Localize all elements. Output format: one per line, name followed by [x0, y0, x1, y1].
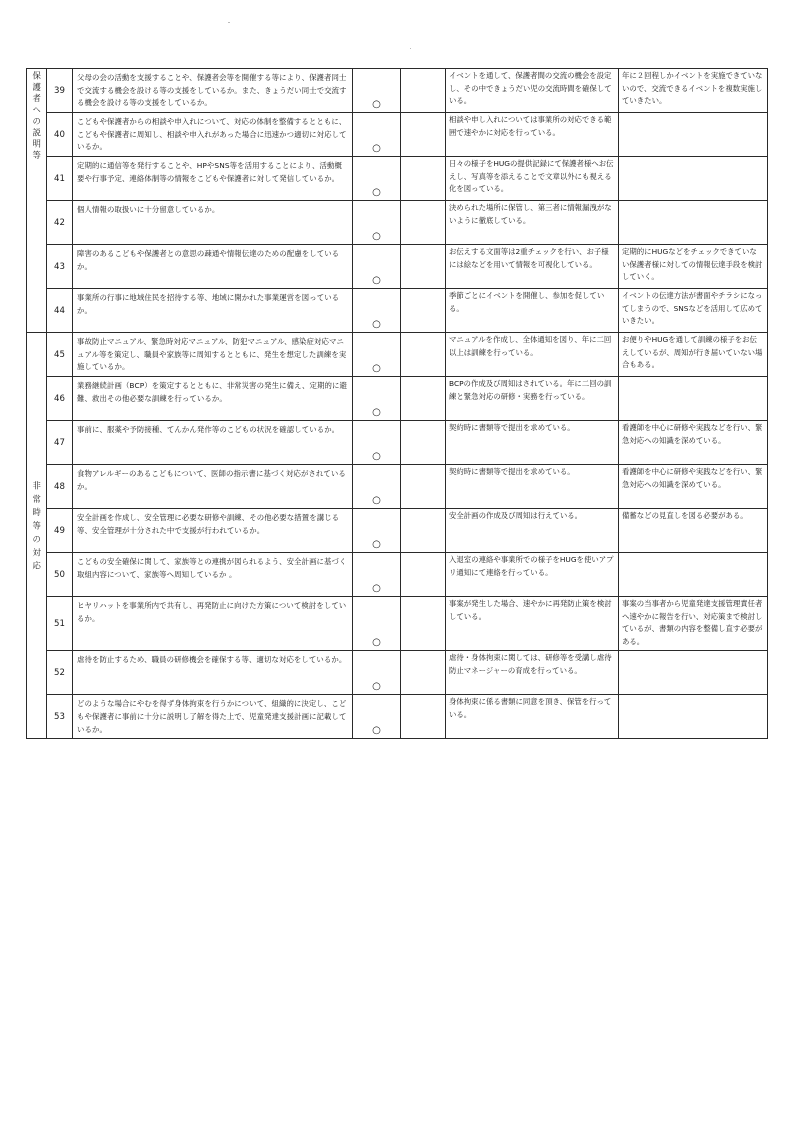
improvement-text — [619, 695, 768, 739]
yes-mark: ○ — [353, 421, 401, 465]
blank-cell — [401, 333, 446, 377]
improvement-text: 看護師を中心に研修や実践などを行い、緊急対応への知識を深めている。 — [619, 421, 768, 465]
improvement-text — [619, 201, 768, 245]
row-number: 44 — [47, 289, 73, 333]
improvement-text — [619, 553, 768, 597]
yes-mark: ○ — [353, 553, 401, 597]
scan-speck — [228, 22, 230, 23]
row-number: 43 — [47, 245, 73, 289]
blank-cell — [401, 553, 446, 597]
item-text: 業務継続計画（BCP）を策定するとともに、非常災害の発生に備え、定期的に避難、救出その他必要な訓練を行っているか。 — [73, 377, 353, 421]
row-number: 40 — [47, 113, 73, 157]
table-row — [27, 289, 768, 333]
yes-mark: ○ — [353, 113, 401, 157]
item-text: 虐待を防止するため、職員の研修機会を確保する等、適切な対応をしているか。 — [73, 651, 353, 695]
improvement-text: 年に２回程しかイベントを実施できていないので、交流できるイベントを複数実施していきたい。 — [619, 69, 768, 113]
table-row — [27, 69, 768, 113]
status-text: 契約時に書類等で提出を求めている。 — [446, 421, 619, 465]
evaluation-sheet — [26, 68, 767, 739]
row-number: 41 — [47, 157, 73, 201]
row-number: 48 — [47, 465, 73, 509]
status-text: 相談や申し入れについては事業所の対応できる範囲で速やかに対応を行っている。 — [446, 113, 619, 157]
blank-cell — [401, 201, 446, 245]
blank-cell — [401, 377, 446, 421]
table-row — [27, 421, 768, 465]
improvement-text: お便りやHUGを通して訓練の様子をお伝えしているが、周知が行き届いていない場合もある。 — [619, 333, 768, 377]
blank-cell — [401, 509, 446, 553]
status-text: お伝えする文面等は2重チェックを行い、お子様には絵などを用いて情報を可視化している。 — [446, 245, 619, 289]
table-row — [27, 465, 768, 509]
improvement-text: 事案の当事者から児童発達支援管理責任者へ速やかに報告を行い、対応策まで検討しているが、書類の内容を整備し直す必要がある。 — [619, 597, 768, 651]
yes-mark: ○ — [353, 377, 401, 421]
table-row — [27, 245, 768, 289]
status-text: 契約時に書類等で提出を求めている。 — [446, 465, 619, 509]
table-row — [27, 333, 768, 377]
improvement-text — [619, 651, 768, 695]
row-number: 50 — [47, 553, 73, 597]
improvement-text — [619, 377, 768, 421]
table-row — [27, 377, 768, 421]
status-text: マニュアルを作成し、全体通知を図り、年に二回以上は訓練を行っている。 — [446, 333, 619, 377]
improvement-text — [619, 113, 768, 157]
yes-mark: ○ — [353, 651, 401, 695]
blank-cell — [401, 157, 446, 201]
blank-cell — [401, 289, 446, 333]
row-number: 45 — [47, 333, 73, 377]
blank-cell — [401, 465, 446, 509]
row-number: 46 — [47, 377, 73, 421]
table-row — [27, 651, 768, 695]
yes-mark: ○ — [353, 597, 401, 651]
scan-speck — [410, 48, 411, 49]
improvement-text: 定期的にHUGなどをチェックできていない保護者様に対しての情報伝達手段を検討していく。 — [619, 245, 768, 289]
item-text: 食物アレルギーのあるこどもについて、医師の指示書に基づく対応がされているか。 — [73, 465, 353, 509]
category-emergency — [27, 333, 47, 739]
yes-mark: ○ — [353, 289, 401, 333]
improvement-text — [619, 157, 768, 201]
blank-cell — [401, 113, 446, 157]
yes-mark: ○ — [353, 465, 401, 509]
yes-mark: ○ — [353, 201, 401, 245]
item-text: ヒヤリハットを事業所内で共有し、再発防止に向けた方策について検討をしているか。 — [73, 597, 353, 651]
status-text: 身体拘束に係る書類に同意を頂き、保管を行っている。 — [446, 695, 619, 739]
row-number: 39 — [47, 69, 73, 113]
row-number: 51 — [47, 597, 73, 651]
category-guardian-explanation — [27, 69, 47, 333]
table-row — [27, 157, 768, 201]
blank-cell — [401, 245, 446, 289]
yes-mark: ○ — [353, 509, 401, 553]
row-number: 47 — [47, 421, 73, 465]
status-text: 決められた場所に保管し、第三者に情報漏洩がないように徹底している。 — [446, 201, 619, 245]
status-text: 入退室の連絡や事業所での様子をHUGを使いアプリ通知にて連絡を行っている。 — [446, 553, 619, 597]
yes-mark: ○ — [353, 157, 401, 201]
status-text: イベントを通して、保護者間の交流の機会を設定し、その中できょうだい児の交流時間を確保している。 — [446, 69, 619, 113]
yes-mark: ○ — [353, 69, 401, 113]
item-text: どのような場合にやむを得ず身体拘束を行うかについて、組織的に決定し、こどもや保護者に事前に十分に説明し了解を得た上で、児童発達支援計画に記載しているか。 — [73, 695, 353, 739]
item-text: こどもの安全確保に関して、家族等との連携が図られるよう、安全計画に基づく取組内容について、家族等へ周知しているか 。 — [73, 553, 353, 597]
yes-mark: ○ — [353, 245, 401, 289]
item-text: 安全計画を作成し、安全管理に必要な研修や訓練、その他必要な措置を講じる等、安全管理が十分された中で支援が行われているか。 — [73, 509, 353, 553]
table-row — [27, 597, 768, 651]
status-text: 季節ごとにイベントを開催し、参加を促している。 — [446, 289, 619, 333]
improvement-text: 看護師を中心に研修や実践などを行い、緊急対応への知識を深めている。 — [619, 465, 768, 509]
table-row — [27, 695, 768, 739]
blank-cell — [401, 651, 446, 695]
improvement-text: 備蓄などの見直しを図る必要がある。 — [619, 509, 768, 553]
blank-cell — [401, 597, 446, 651]
status-text: BCPの作成及び周知はされている。年に二回の訓練と緊急対応の研修・実務を行っている。 — [446, 377, 619, 421]
table-row — [27, 113, 768, 157]
category-label: 保護者への説明等 — [31, 71, 42, 163]
blank-cell — [401, 695, 446, 739]
item-text: 個人情報の取扱いに十分留意しているか。 — [73, 201, 353, 245]
improvement-text: イベントの伝達方法が書面やチラシになってしまうので、SNSなどを活用して広めていきたい。 — [619, 289, 768, 333]
item-text: 定期的に通信等を発行することや、HPやSNS等を活用することにより、活動概要や行事予定、連絡体制等の情報をこどもや保護者に対して発信しているか。 — [73, 157, 353, 201]
item-text: 事故防止マニュアル、緊急時対応マニュアル、防犯マニュアル、感染症対応マニュアル等を策定し、職員や家族等に周知するとともに、発生を想定した訓練を実施しているか。 — [73, 333, 353, 377]
status-text: 安全計画の作成及び周知は行えている。 — [446, 509, 619, 553]
item-text: 障害のあるこどもや保護者との意思の疎通や情報伝達のための配慮をしているか。 — [73, 245, 353, 289]
item-text: 事前に、服薬や予防接種、てんかん発作等のこどもの状況を確認しているか。 — [73, 421, 353, 465]
table-row — [27, 509, 768, 553]
row-number: 42 — [47, 201, 73, 245]
status-text: 日々の様子をHUGの提供記録にて保護者様へお伝えし、写真等を添えることで文章以外にも視える化を図っている。 — [446, 157, 619, 201]
item-text: こどもや保護者からの相談や申入れについて、対応の体制を整備するとともに、こどもや保護者に周知し、相談や申入れがあった場合に迅速かつ適切に対応しているか。 — [73, 113, 353, 157]
item-text: 事業所の行事に地域住民を招待する等、地域に開かれた事業運営を図っているか。 — [73, 289, 353, 333]
self-evaluation-table — [26, 68, 768, 739]
blank-cell — [401, 69, 446, 113]
category-label: 非常時等の対応 — [31, 481, 42, 575]
item-text: 父母の会の活動を支援することや、保護者会等を開催する等により、保護者同士で交流する機会を設ける等の支援をしているか。また、きょうだい同士で交流する機会を設ける等の支援をしているか。 — [73, 69, 353, 113]
row-number: 49 — [47, 509, 73, 553]
yes-mark: ○ — [353, 333, 401, 377]
yes-mark: ○ — [353, 695, 401, 739]
status-text: 虐待・身体拘束に関しては、研修等を受講し虐待防止マネージャーの育成を行っている。 — [446, 651, 619, 695]
table-row — [27, 201, 768, 245]
row-number: 53 — [47, 695, 73, 739]
status-text: 事案が発生した場合、速やかに再発防止策を検討している。 — [446, 597, 619, 651]
row-number: 52 — [47, 651, 73, 695]
blank-cell — [401, 421, 446, 465]
table-row — [27, 553, 768, 597]
